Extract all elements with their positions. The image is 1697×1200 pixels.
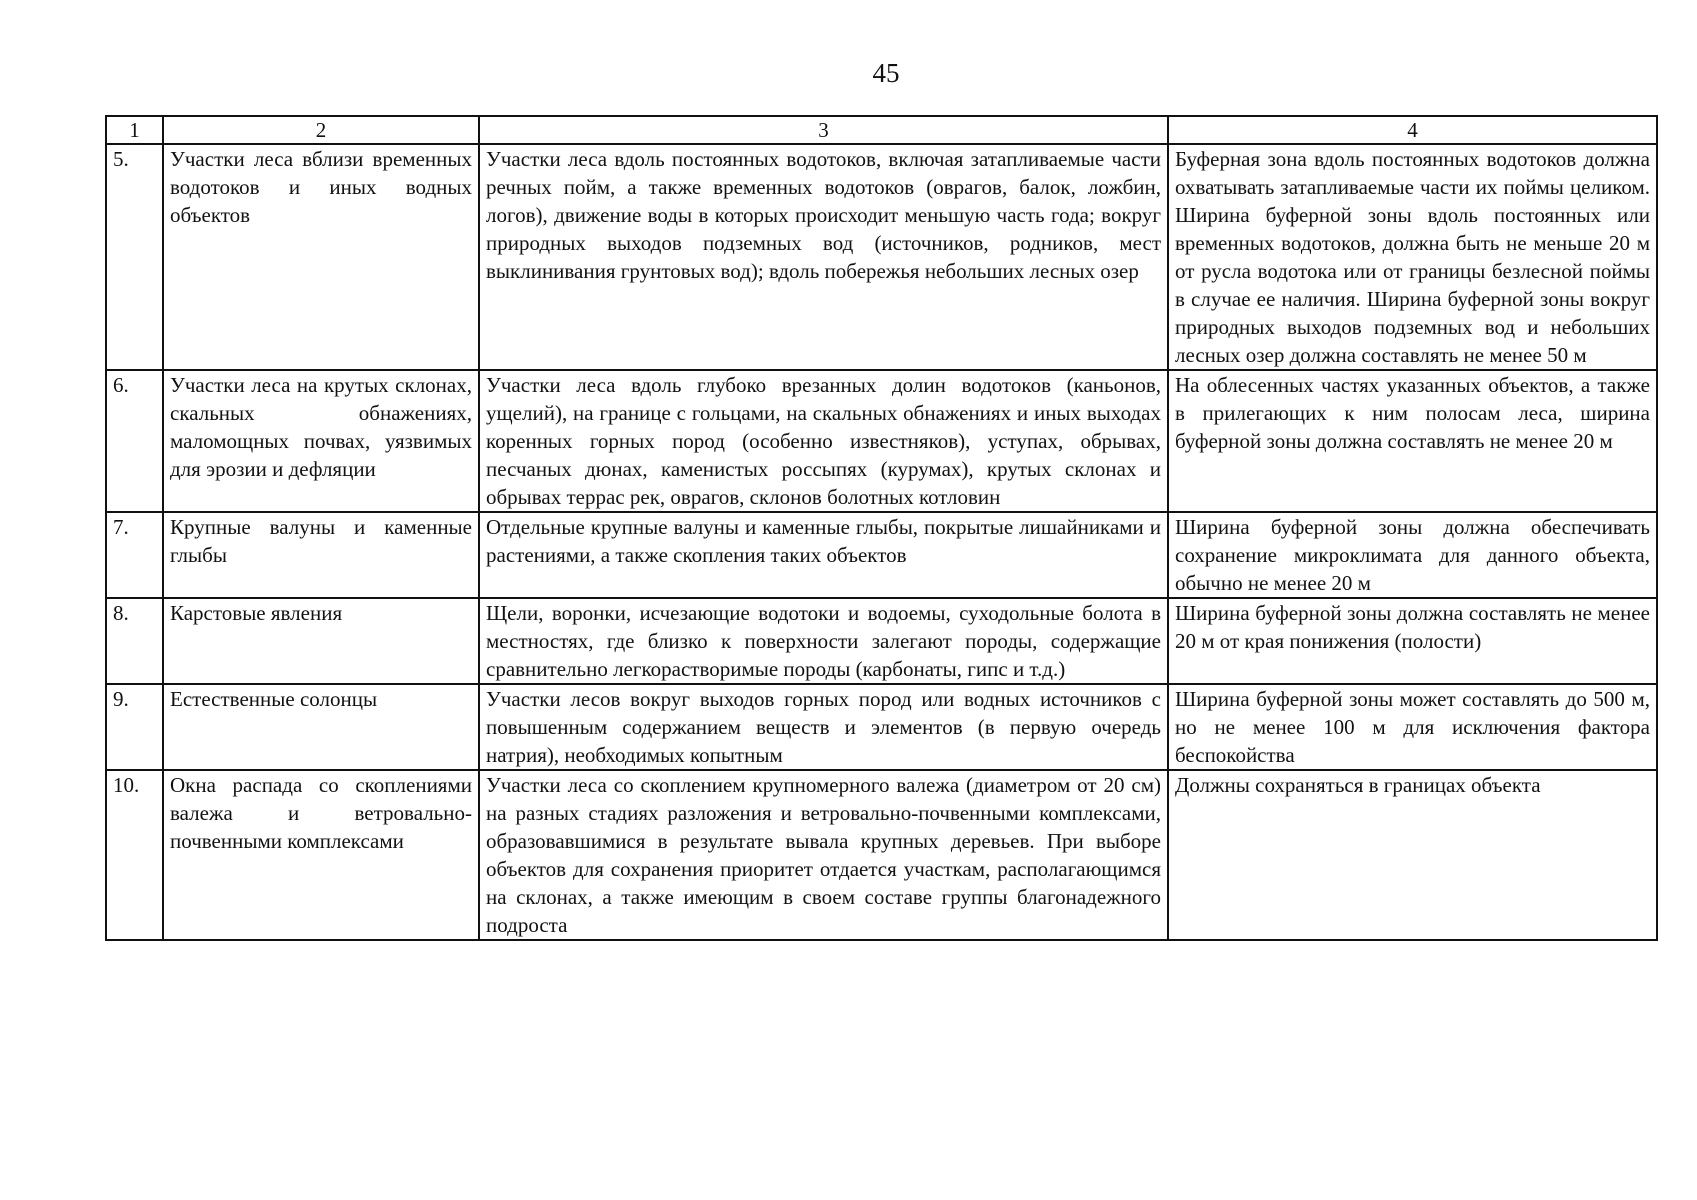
object-name: Окна распада со скоплениями валежа и ветровально-почвенными комплексами xyxy=(163,770,479,940)
table-row xyxy=(106,598,1657,684)
row-number: 5. xyxy=(106,144,163,370)
object-description: Участки лесов вокруг выходов горных пород или водных источников с повышенным содержанием веществ и элементов (в первую очередь натрия), необходимых копытным xyxy=(479,684,1168,770)
object-name: Крупные валуны и каменные глыбы xyxy=(163,512,479,598)
object-description: Участки леса со скоплением крупномерного валежа (диаметром от 20 см) на разных стадиях разложения и ветровально-почвенными комплексами, образовавшимися в результате вывала крупных деревьев. При выборе объектов для сохранения приоритет отдается участкам, располагающимся на склонах, а также имеющим в своем составе группы благонадежного подроста xyxy=(479,770,1168,940)
table-row xyxy=(106,684,1657,770)
row-number: 10. xyxy=(106,770,163,940)
objects-table xyxy=(105,115,1658,941)
row-number: 7. xyxy=(106,512,163,598)
buffer-zone: Буферная зона вдоль постоянных водотоков должна охватывать затапливаемые части их поймы целиком. Ширина буферной зоны вдоль постоянных или временных водотоков, должна быть не меньше 20 м от русла водотока или от границы безлесной поймы в случае ее наличия. Ширина буферной зоны вокруг природных выходов подземных вод и небольших лесных озер должна составлять не менее 50 м xyxy=(1168,144,1657,370)
object-description: Участки леса вдоль глубоко врезанных долин водотоков (каньонов, ущелий), на границе с гольцами, на скальных обнажениях и иных выходах коренных горных пород (особенно известняков), уступах, обрывах, песчаных дюнах, каменистых россыпях (курумах), крутых склонах и обрывах террас рек, оврагов, склонов болотных котловин xyxy=(479,370,1168,512)
object-name: Участки леса на крутых склонах, скальных обнажениях, маломощных почвах, уязвимых для эрозии и дефляции xyxy=(163,370,479,512)
row-number: 6. xyxy=(106,370,163,512)
buffer-zone: На облесенных частях указанных объектов, а также в прилегающих к ним полосам леса, ширина буферной зоны должна составлять не менее 20 м xyxy=(1168,370,1657,512)
row-number: 8. xyxy=(106,598,163,684)
object-description: Участки леса вдоль постоянных водотоков, включая затапливаемые части речных пойм, а также временных водотоков (оврагов, балок, ложбин, логов), движение воды в которых происходит меньшую часть года; вокруг природных выходов подземных вод (источников, родников, мест выклинивания грунтовых вод); вдоль побережья небольших лесных озер xyxy=(479,144,1168,370)
buffer-zone: Ширина буферной зоны должна обеспечивать сохранение микроклимата для данного объекта, обычно не менее 20 м xyxy=(1168,512,1657,598)
table-row xyxy=(106,770,1657,940)
object-description: Щели, воронки, исчезающие водотоки и водоемы, суходольные болота в местностях, где близко к поверхности залегают породы, содержащие сравнительно легкорастворимые породы (карбонаты, гипс и т.д.) xyxy=(479,598,1168,684)
table-row xyxy=(106,512,1657,598)
table-row xyxy=(106,144,1657,370)
row-number: 9. xyxy=(106,684,163,770)
object-name: Карстовые явления xyxy=(163,598,479,684)
header-col-3: 3 xyxy=(479,116,1168,144)
object-name: Участки леса вблизи временных водотоков и иных водных объектов xyxy=(163,144,479,370)
header-col-2: 2 xyxy=(163,116,479,144)
buffer-zone: Ширина буферной зоны может составлять до 500 м, но не менее 100 м для исключения фактора беспокойства xyxy=(1168,684,1657,770)
object-name: Естественные солонцы xyxy=(163,684,479,770)
buffer-zone: Должны сохраняться в границах объекта xyxy=(1168,770,1657,940)
table-row xyxy=(106,370,1657,512)
table-header-row xyxy=(106,116,1657,144)
page-number: 45 xyxy=(872,58,900,88)
header-col-4: 4 xyxy=(1168,116,1657,144)
buffer-zone: Ширина буферной зоны должна составлять не менее 20 м от края понижения (полости) xyxy=(1168,598,1657,684)
object-description: Отдельные крупные валуны и каменные глыбы, покрытые лишайниками и растениями, а также скопления таких объектов xyxy=(479,512,1168,598)
header-col-1: 1 xyxy=(106,116,163,144)
